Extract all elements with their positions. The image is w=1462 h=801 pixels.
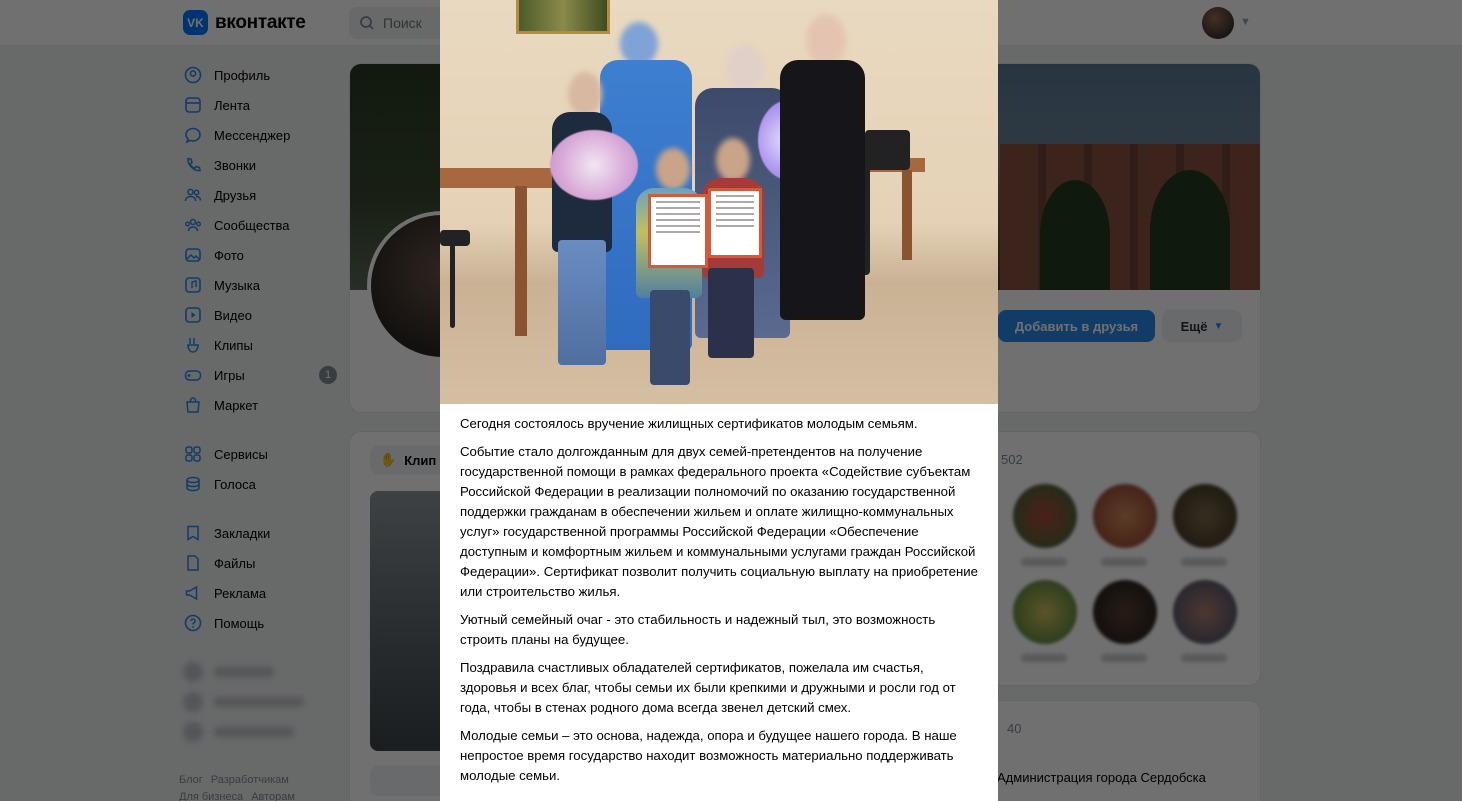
post-text — [460, 414, 980, 794]
post-paragraph: Молодые семьи – это основа, надежда, опора и будущее нашего города. В наше непростое время государство находит возможность материально поддерживать молодые семьи. — [460, 728, 957, 783]
certificate — [708, 188, 762, 258]
post-paragraph: Событие стало долгожданным для двух семей-претендентов на получение государственной помощи в рамках федерального проекта «Содействие субъектам Российской Федерации в реализации полномочий по оказанию государственной поддержки гражданам в обеспечении жильем и оплате жилищно-коммунальных услуг» государственной программы Российской Федерации «Обеспечение доступным и комфортным жильем и коммунальными услугами граждан Российской Федерации». Сертификат позволит получить социальную выплату на приобретение или строительство жилья. — [460, 444, 978, 599]
post-viewer — [440, 0, 998, 801]
post-paragraph: Сегодня состоялось вручение жилищных сертификатов молодым семьям. — [460, 416, 918, 431]
wall-painting — [516, 0, 610, 34]
post-paragraph: Поздравила счастливых обладателей сертификатов, пожелала им счастья, здоровья и всех благ, чтобы семьи их были крепкими и дружными и росли год от года, чтобы в стенах родного дома всегда звенел детский смех. — [460, 660, 956, 715]
certificate — [648, 194, 708, 268]
desk — [440, 168, 564, 188]
post-photo[interactable] — [440, 0, 998, 404]
post-paragraph: Уютный семейный очаг - это стабильность и надежный тыл, это возможность строить планы на будущее. — [460, 612, 936, 647]
bouquet — [550, 130, 638, 200]
